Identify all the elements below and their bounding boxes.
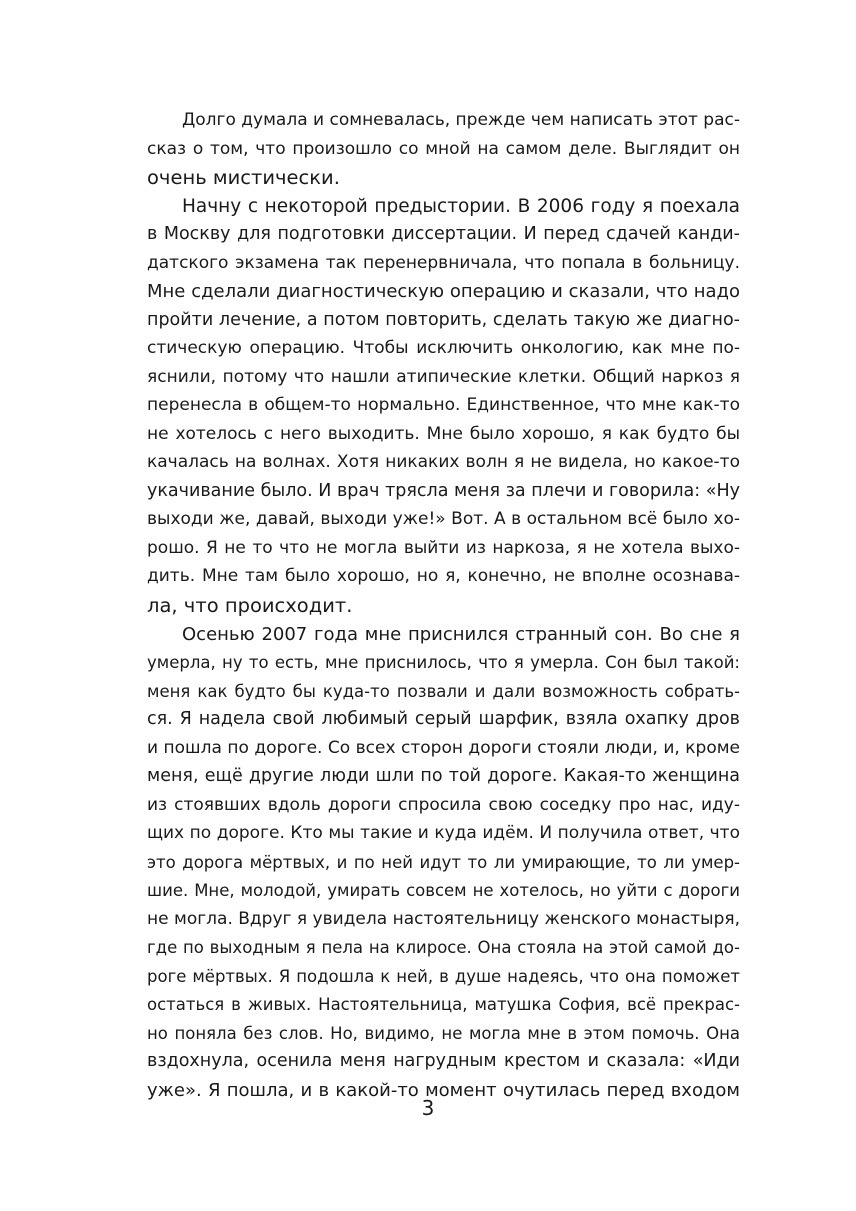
text-line: не хотелось с него выходить. Мне было хорошо, я как будто бы [147,424,740,444]
text-line: умерла, ну то есть, мне приснилось, что я умерла. Сон был такой: [147,653,740,672]
text-line: рошо. Я не то что не могла выйти из наркоза, я не хотела выхо- [147,538,740,558]
text-line: роге мёртвых. Я подошла к ней, в душе надеясь, что она поможет [147,967,740,986]
text-line: сказ о том, что произошло со мной на самом деле. Выглядит он [147,139,740,159]
text-line: вздохнула, осенила меня нагрудным крестом и сказала: «Иди [147,1051,740,1071]
text-line: шие. Мне, молодой, умирать совсем не хотелось, но уйти с дороги [147,881,740,900]
text-line: перенесла в общем-то нормально. Единственное, что мне как-то [147,395,740,415]
text-line: Долго думала и сомневалась, прежде чем написать этот рас- [182,110,740,130]
text-line: и пошла по дороге. Со всех сторон дороги стояли люди, и, кроме [147,738,740,758]
text-line: это дорога мёртвых, и по ней идут то ли умирающие, то ли умер- [147,853,740,872]
text-line: датского экзамена так перенервничала, что попала в больницу. [147,253,740,273]
text-line: не могла. Вдруг я увидела настоятельницу женского монастыря, [147,909,740,929]
text-line: меня, ещё другие люди шли по той дороге. Какая-то женщина [147,766,740,786]
text-line: остаться в живых. Настоятельница, матушка София, всё прекрас- [147,995,740,1014]
text-line: ла, что происходит. [147,594,353,617]
text-line: качалась на волнах. Хотя никаких волн я не видела, но какое-то [147,452,740,472]
text-line: укачивание было. И врач трясла меня за плечи и говорила: «Ну [147,481,740,501]
text-line: стическую операцию. Чтобы исключить онкологию, как мне по- [147,338,740,358]
text-line: уже». Я пошла, и в какой-то момент очутилась перед входом [147,1080,740,1101]
text-line: где по выходным я пела на клиросе. Она стояла на этой самой до- [147,938,740,957]
text-line: Осенью 2007 года мне приснился странный сон. Во сне я [182,624,740,645]
text-line: в Москву для подготовки диссертации. И перед сдачей канди- [147,224,740,244]
text-line: Начну с некоторой предыстории. В 2006 году я поехала [182,196,740,217]
text-line: из стоявших вдоль дороги спросила свою соседку про нас, иду- [147,795,740,815]
text-line: ся. Я надела свой любимый серый шарфик, взяла охапку дров [147,709,740,729]
text-line: но поняла без слов. Но, видимо, не могла мне в этом помочь. Она [147,1024,740,1043]
text-line: Мне сделали диагностическую операцию и сказали, что надо [147,281,740,302]
text-line: дить. Мне там было хорошо, но я, конечно, не вполне осознава- [147,566,740,586]
text-line: очень мистически. [147,166,340,189]
text-line: меня как будто бы куда-то позвали и дали возможность собрать- [147,682,740,701]
text-line: выходи же, давай, выходи уже!» Вот. А в остальном всё было хо- [147,509,740,529]
text-line: пройти лечение, а потом повторить, сделать такую же диагно- [147,310,740,330]
text-line: щих по дороге. Кто мы такие и куда идём. И получила ответ, что [147,823,740,843]
page-number: 3 [421,1096,435,1120]
text-line: яснили, потому что нашли атипические клетки. Общий наркоз я [147,367,740,387]
